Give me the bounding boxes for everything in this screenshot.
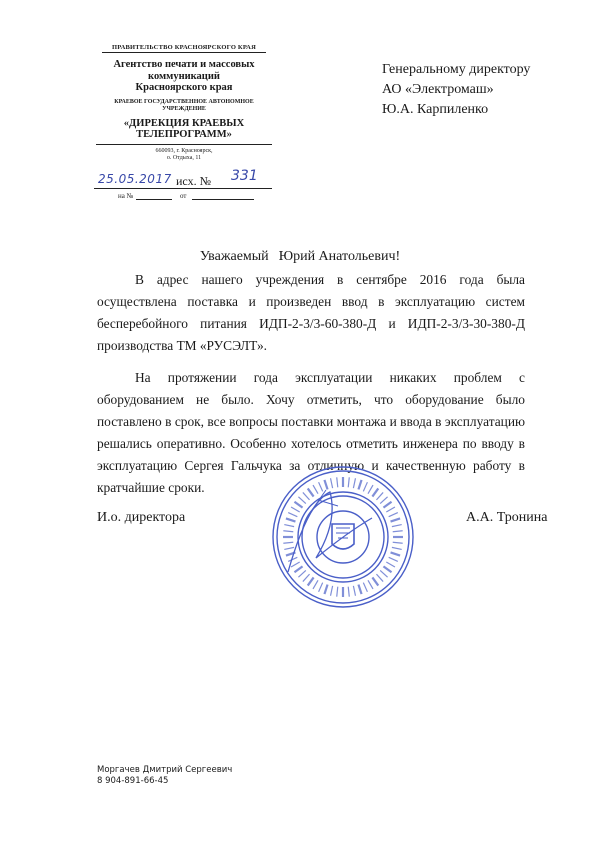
contact-phone: 8 904-891-66-45 bbox=[97, 776, 169, 786]
addressee-block bbox=[382, 60, 530, 120]
outgoing-number-label: исх. № bbox=[176, 174, 212, 188]
signatory-title: И.о. директора bbox=[97, 510, 186, 525]
handwritten-date: 25.05.2017 bbox=[98, 172, 172, 186]
addressee-name: Ю.А. Карпиленко bbox=[382, 102, 489, 117]
letterhead bbox=[96, 44, 272, 162]
greeting bbox=[0, 249, 600, 265]
registration-block bbox=[94, 170, 284, 206]
signatory-name: А.А. Тронина bbox=[466, 510, 548, 525]
letterhead-divider-2 bbox=[96, 144, 272, 145]
addressee-position: Генеральному директору bbox=[382, 62, 531, 77]
body-paragraph: На протяжении года эксплуатации никаких проблем с оборудованием не было. Хочу отметить, что оборудование было поставлено в срок, все вопросы поставки монтажа и ввода в эксплуатацию решались оперативно. Особенно хотелось отметить инженера по вводу в эксплуатацию Сергея Гальчука за отличную и качественную работу в кратчайшие сроки. bbox=[97, 370, 525, 495]
handwritten-number: 331 bbox=[231, 168, 258, 184]
agency-name: Агентство печати и массовых коммуникаций Красноярского края bbox=[113, 59, 255, 93]
addressee-company: АО «Электромаш» bbox=[382, 82, 494, 97]
reference-date-blank bbox=[192, 199, 254, 200]
reference-date-label: от bbox=[180, 192, 187, 200]
institution-type: КРАЕВОЕ ГОСУДАРСТВЕННОЕ АВТОНОМНОЕ УЧРЕЖДЕНИЕ bbox=[114, 98, 254, 112]
salutation: Уважаемый bbox=[199, 249, 269, 264]
letterhead-address: 660093, г. Красноярск, о. Отдыха, 11 bbox=[155, 147, 213, 161]
reference-number-label: на № bbox=[118, 192, 134, 200]
recipient-name: Юрий Анатольевич! bbox=[278, 249, 401, 264]
directorate-name: «ДИРЕКЦИЯ КРАЕВЫХ ТЕЛЕПРОГРАММ» bbox=[123, 117, 245, 140]
contact-footer bbox=[97, 765, 232, 787]
government-name: ПРАВИТЕЛЬСТВО КРАСНОЯРСКОГО КРАЯ bbox=[112, 44, 256, 51]
registration-line bbox=[94, 188, 272, 189]
reference-number-blank bbox=[136, 199, 172, 200]
letterhead-divider bbox=[102, 52, 266, 53]
official-stamp bbox=[268, 462, 418, 612]
contact-name: Моргачев Дмитрий Сергеевич bbox=[97, 765, 233, 775]
body-paragraph: В адрес нашего учреждения в сентябре 2016 года была осуществлена поставка и произведен ввод в эксплуатацию систем бесперебойного питания ИДП-2-3/3-60-380-Д и ИДП-2-3/3-30-380-Д производства ТМ «РУСЭЛТ». bbox=[97, 272, 525, 353]
